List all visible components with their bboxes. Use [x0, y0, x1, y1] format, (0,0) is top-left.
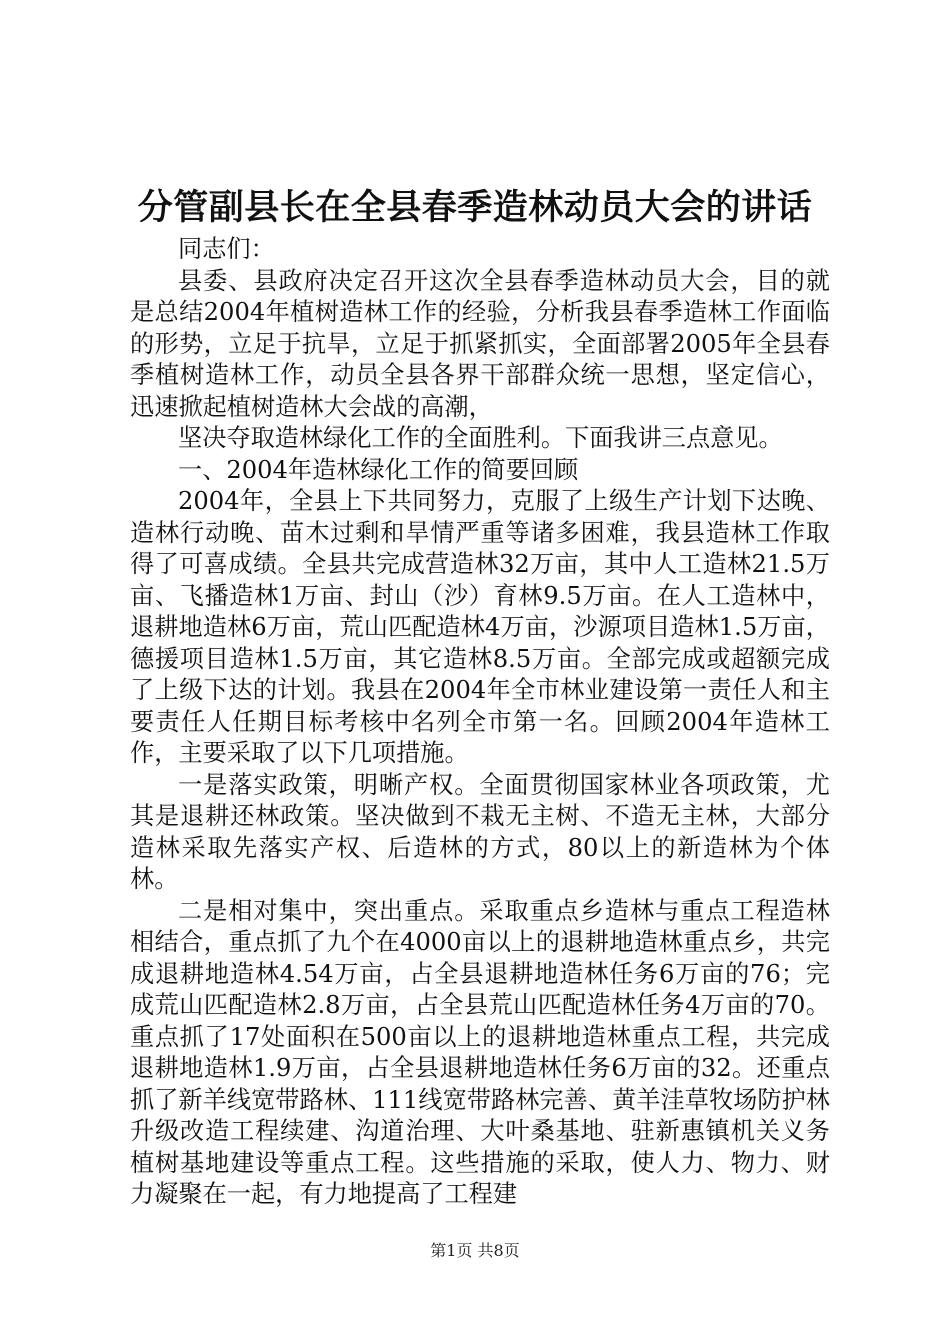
page-number-footer: 第1页 共8页	[430, 1241, 520, 1260]
paragraph: 二是相对集中，突出重点。采取重点乡造林与重点工程造林相结合，重点抓了九个在4000亩以上的退耕地造林重点乡，共完成退耕地造林4.54万亩，占全县退耕地造林任务6万亩的76；完成荒山匹配造林2.8万亩，占全县荒山匹配造林任务4万亩的70。重点抓了17处面积在500亩以上的退耕地造林重点工程，共完成退耕地造林1.9万亩，占全县退耕地造林任务6万亩的32。还重点抓了新羊线宽带路林、111线宽带路林完善、黄羊洼草牧场防护林升级改造工程续建、沟道治理、大叶桑基地、驻新惠镇机关义务植树基地建设等重点工程。这些措施的采取，使人力、物力、财力凝聚在一起，有力地提高了工程建	[130, 896, 830, 1208]
document-title: 分管副县长在全县春季造林动员大会的讲话	[137, 187, 813, 228]
paragraph: 2004年，全县上下共同努力，克服了上级生产计划下达晚、造林行动晚、苗木过剩和旱情严重等诸多困难，我县造林工作取得了可喜成绩。全县共完成营造林32万亩，其中人工造林21.5万亩、飞播造林1万亩、封山（沙）育林9.5万亩。在人工造林中，退耕地造林6万亩，荒山匹配造林4万亩，沙源项目造林1.5万亩，德援项目造林1.5万亩，其它造林8.5万亩。全部完成或超额完成了上级下达的计划。我县在2004年全市林业建设第一责任人和主要责任人任期目标考核中名列全市第一名。回顾2004年造林工作，主要采取了以下几项措施。	[130, 487, 830, 767]
paragraph: 一是落实政策，明晰产权。全面贯彻国家林业各项政策，尤其是退耕还林政策。坚决做到不栽无主树、不造无主林，大部分造林采取先落实产权、后造林的方式，80以上的新造林为个体林。	[130, 770, 830, 893]
paragraph: 坚决夺取造林绿化工作的全面胜利。下面我讲三点意见。	[178, 424, 783, 452]
paragraph: 同志们：	[178, 235, 275, 263]
section-heading: 一、2004年造林绿化工作的简要回顾	[178, 455, 579, 484]
document-body	[130, 234, 830, 1211]
paragraph: 县委、县政府决定召开这次全县春季造林动员大会，目的就是总结2004年植树造林工作的经验，分析我县春季造林工作面临的形势，立足于抗旱，立足于抓紧抓实，全面部署2005年全县春季植树造林工作，动员全县各界干部群众统一思想，坚定信心，迅速掀起植树造林大会战的高潮，	[130, 266, 830, 421]
